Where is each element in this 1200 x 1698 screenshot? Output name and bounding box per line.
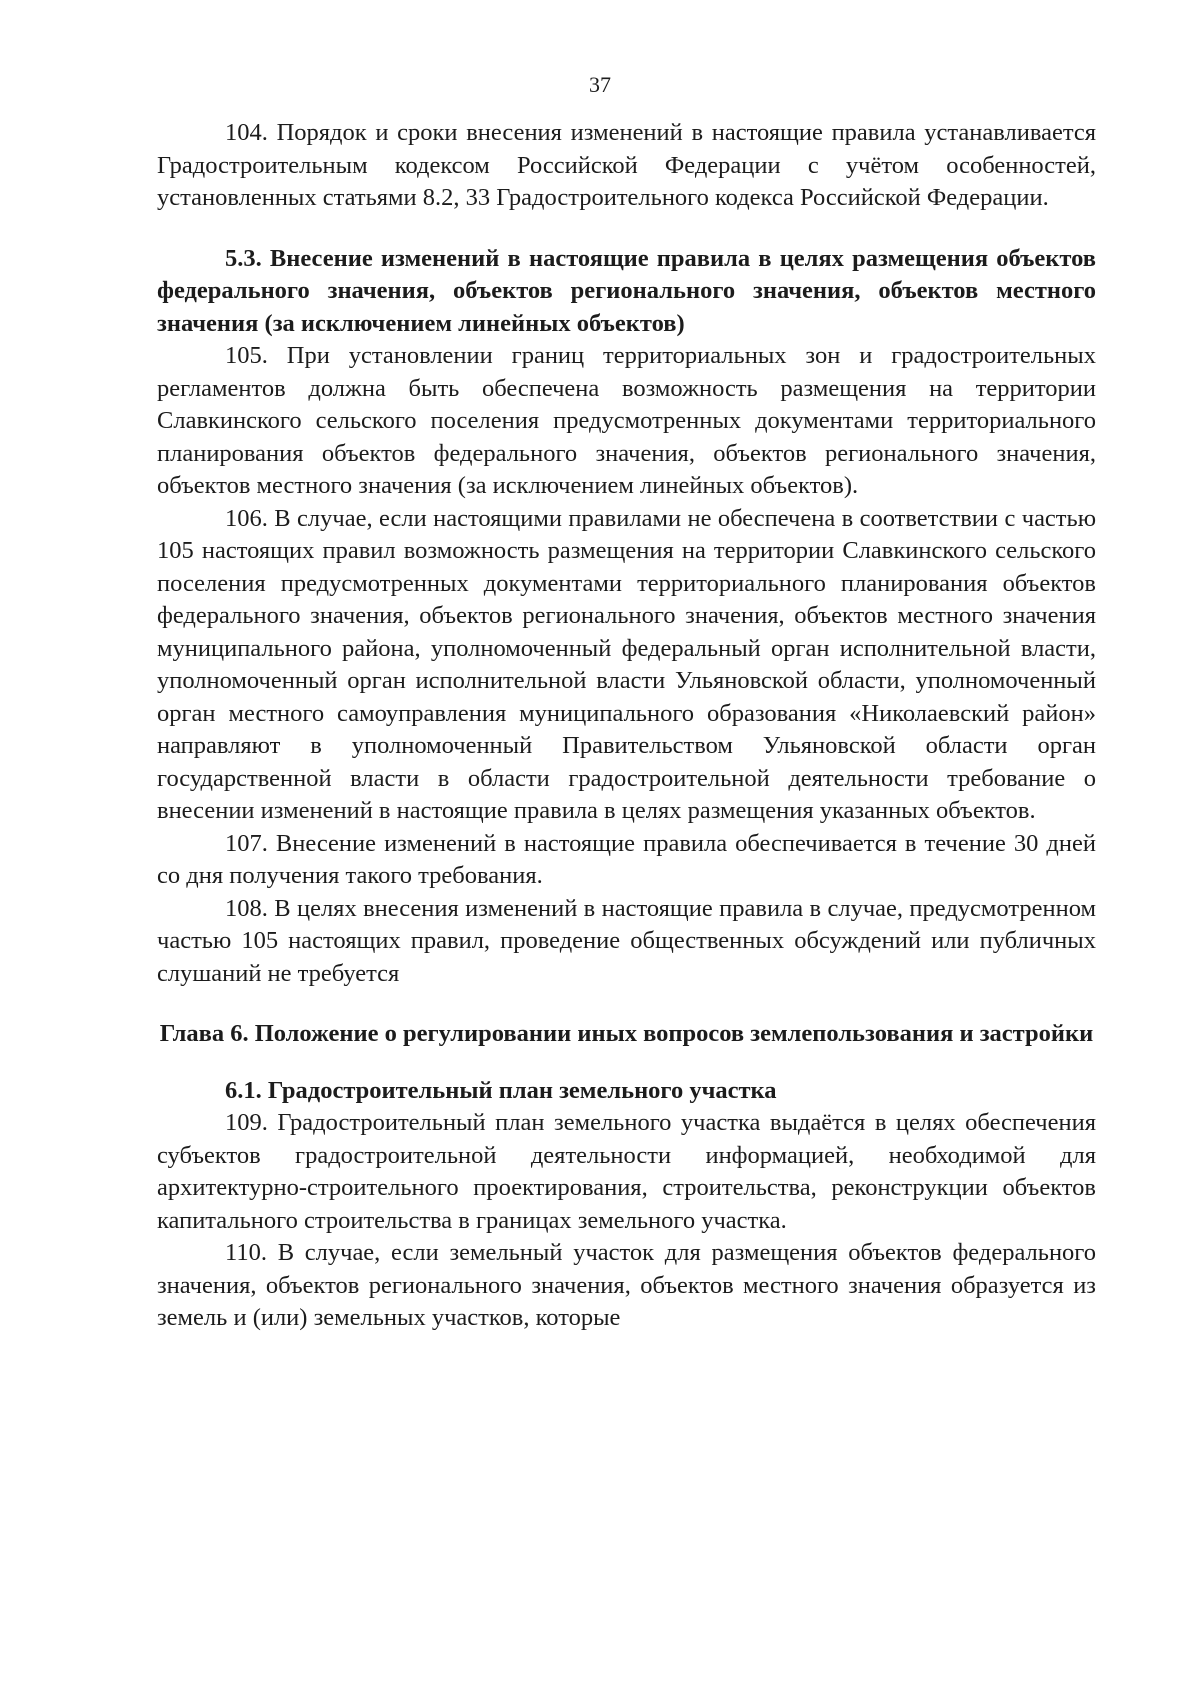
paragraph-107: 107. Внесение изменений в настоящие правила обеспечивается в течение 30 дней со дня получения такого требования. (157, 829, 1096, 889)
chapter-heading-6: Глава 6. Положение о регулировании иных вопросов землепользования и застройки (159, 1020, 1094, 1047)
page-number: 37 (589, 72, 611, 97)
spacer (157, 990, 1096, 1018)
paragraph-105: 105. При установлении границ территориальных зон и градостроительных регламентов должна быть обеспечена возможность размещения на территории Славкинского сельского поселения предусмотренных документами территориального планирования объектов федерального значения, объектов регионального значения, объектов местного значения (за исключением линейных объектов). (157, 342, 1096, 499)
paragraph-108: 108. В целях внесения изменений в настоящие правила в случае, предусмотренном частью 105 настоящих правил, проведение общественных обсуждений или публичных слушаний не требуется (157, 894, 1096, 987)
paragraph-109: 109. Градостроительный план земельного участка выдаётся в целях обеспечения субъектов градостроительной деятельности информацией, необходимой для архитектурно-строительного проектирования, строительства, реконструкции объектов капитального строительства в границах земельного участка. (157, 1109, 1096, 1234)
paragraph-106: 106. В случае, если настоящими правилами не обеспечена в соответствии с частью 105 настоящих правил возможность размещения на территории Славкинского сельского поселения предусмотренных документами территориального планирования объектов федерального значения, объектов регионального значения, объектов местного значения муниципального района, уполномоченный федеральный орган исполнительной власти, уполномоченный орган исполнительной власти Ульяновской области, уполномоченный орган местного самоуправления муниципального образования «Николаевский район» направляют в уполномоченный Правительством Ульяновской области орган государственной власти в области градостроительной деятельности требование о внесении изменений в настоящие правила в целях размещения указанных объектов. (157, 504, 1096, 824)
document-body (157, 117, 1096, 1335)
section-heading-6-1: 6.1. Градостроительный план земельного участка (225, 1076, 777, 1104)
spacer (157, 1051, 1096, 1075)
spacer (157, 215, 1096, 243)
section-heading-5-3: 5.3. Внесение изменений в настоящие правила в целях размещения объектов федерального значения, объектов регионального значения, объектов местного значения (за исключением линейных объектов) (157, 244, 1096, 337)
paragraph-104: 104. Порядок и сроки внесения изменений в настоящие правила устанавливается Градостроительным кодексом Российской Федерации с учётом особенностей, установленных статьями 8.2, 33 Градостроительного кодекса Российской Федерации. (157, 119, 1096, 211)
paragraph-110: 110. В случае, если земельный участок для размещения объектов федерального значения, объектов регионального значения, объектов местного значения образуется из земель и (или) земельных участков, которые (157, 1239, 1096, 1331)
